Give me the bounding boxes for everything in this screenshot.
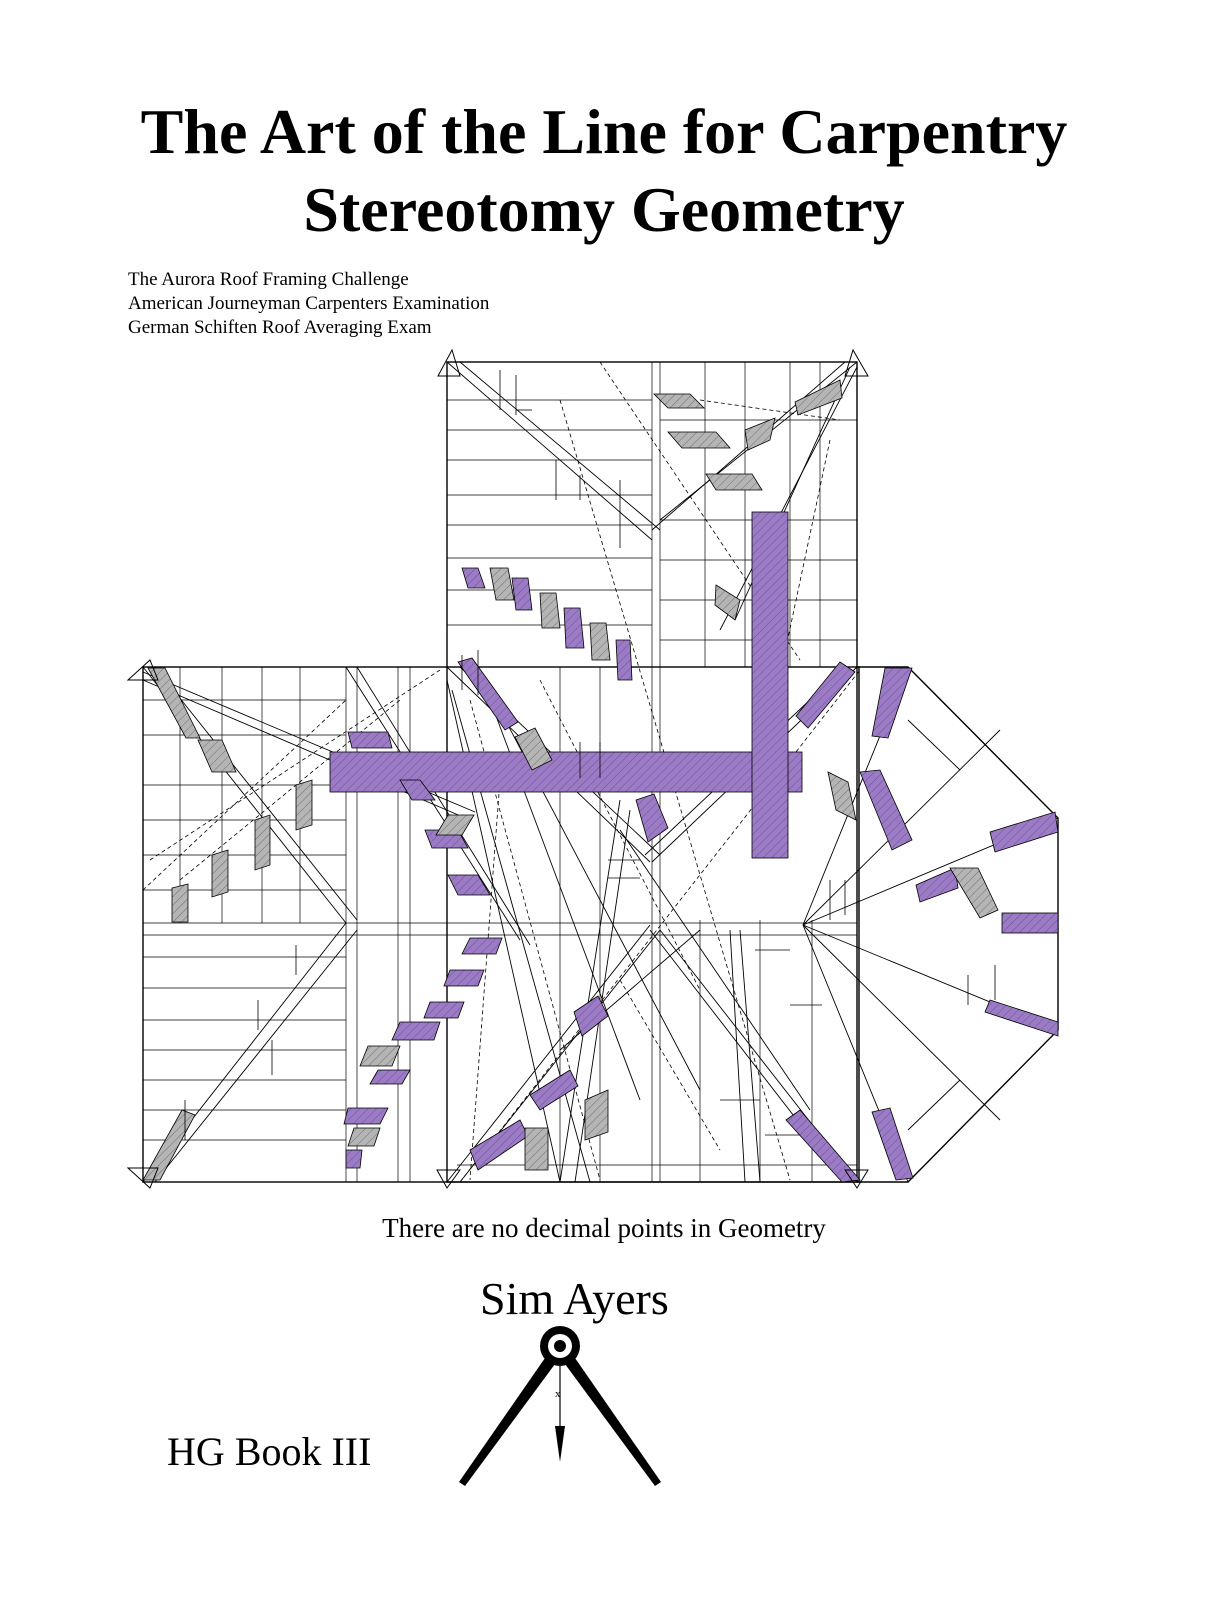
purple-members [330, 512, 1058, 1182]
title-line-2: Stereotomy Geometry [303, 174, 905, 245]
author-name: Sim Ayers [480, 1273, 669, 1324]
subtitle-2: American Journeyman Carpenters Examination [128, 293, 490, 314]
svg-text:x: x [555, 1388, 561, 1400]
tagline: There are no decimal points in Geometry [382, 1213, 826, 1243]
title-line-1: The Art of the Line for Carpentry [140, 96, 1068, 167]
compass-icon [455, 1322, 675, 1497]
book-label: HG Book III [167, 1429, 372, 1474]
subtitle-1: The Aurora Roof Framing Challenge [128, 269, 409, 290]
subtitle-3: German Schiften Roof Averaging Exam [128, 317, 432, 338]
